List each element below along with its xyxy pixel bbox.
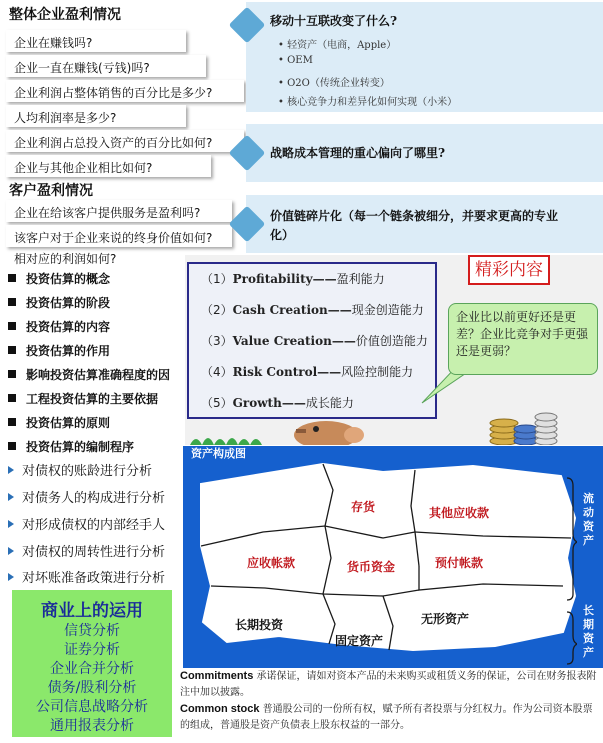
long-term-assets-label: 长期资产 xyxy=(583,604,597,660)
list-item: 投资估算的阶段 xyxy=(8,294,110,311)
list-item: 投资估算的原则 xyxy=(8,414,110,431)
application-item: 通用报表分析 xyxy=(50,718,134,734)
business-applications-title: 商业上的运用 xyxy=(41,601,143,621)
card-bullet: • OEM xyxy=(278,55,313,66)
card-title: 移动十互联改变了什么? xyxy=(270,14,398,28)
application-item: 证券分析 xyxy=(64,642,120,658)
asset-map-shapes xyxy=(183,446,603,668)
question-item: 企业利润占总投入资产的百分比如何? xyxy=(14,136,213,150)
triangle-bullet-icon xyxy=(8,547,14,555)
debt-analysis-item: 对债权的周转性进行分析 xyxy=(8,541,165,560)
region-prepayments: 预付帐款 xyxy=(435,556,484,570)
application-item: 信贷分析 xyxy=(64,623,120,639)
question-item: 该客户对于企业来说的终身价值如何? xyxy=(14,231,213,245)
application-item: 企业合并分析 xyxy=(50,661,134,677)
region-cash: 货币资金 xyxy=(347,560,396,574)
square-bullet-icon xyxy=(8,298,16,306)
triangle-bullet-icon xyxy=(8,573,14,581)
card-title: 战略成本管理的重心偏向了哪里? xyxy=(270,146,446,160)
debt-analysis-item: 对债权的账龄进行分析 xyxy=(8,460,152,479)
question-item: 企业一直在赚钱(亏钱)吗? xyxy=(14,61,150,75)
heading-customer-profit: 客户盈利情况 xyxy=(9,183,93,199)
card-bullet: • O2O（传统企业转变） xyxy=(278,78,390,89)
region-inventory: 存货 xyxy=(351,500,376,514)
list-item: 影响投资估算准确程度的因 xyxy=(8,366,170,383)
savings-clipart-icon xyxy=(186,405,603,445)
capability-item: （2）Cash Creation——现金创造能力 xyxy=(201,303,424,317)
card-mobile-internet xyxy=(246,2,603,112)
definition-common-stock: Common stock 普通股公司的一份所有权，赋予所有者投票与分红权力。作为公司资本股票的组成，普通股是资产负债表上股东权益的一部分。 xyxy=(180,703,593,731)
question-item: 企业利润占整体销售的百分比是多少? xyxy=(14,86,213,100)
application-item: 公司信息战略分析 xyxy=(36,699,148,715)
capabilities-box xyxy=(187,262,437,419)
card-value-chain xyxy=(246,195,603,253)
triangle-bullet-icon xyxy=(8,493,14,501)
capability-item: （5）Growth——成长能力 xyxy=(201,396,354,410)
square-bullet-icon xyxy=(8,370,16,378)
application-item: 债务/股利分析 xyxy=(47,680,137,696)
triangle-bullet-icon xyxy=(8,466,14,474)
asset-diagram-title: 资产构成图 xyxy=(191,447,246,460)
capability-item: （1）Profitability——盈利能力 xyxy=(201,272,385,286)
list-item: 投资估算的作用 xyxy=(8,342,110,359)
list-item: 工程投资估算的主要依据 xyxy=(8,390,158,407)
square-bullet-icon xyxy=(8,418,16,426)
definition-commitments: Commitments 承诺保证，请如对资本产品的未来购买或租赁义务的保证，公司在财务报表附注中加以披露。 xyxy=(180,670,597,698)
square-bullet-icon xyxy=(8,442,16,450)
card-title: 价值链碎片化（每一个链条被细分，并要求更高的专业 xyxy=(270,209,559,223)
bracket-icon xyxy=(565,476,577,666)
square-bullet-icon xyxy=(8,346,16,354)
capability-item: （3）Value Creation——价值创造能力 xyxy=(201,334,428,348)
highlight-label: 精彩内容 xyxy=(468,255,550,285)
question-item: 企业与其他企业相比如何? xyxy=(14,161,153,175)
business-applications-box xyxy=(12,590,172,737)
debt-analysis-item: 对坏账准备政策进行分析 xyxy=(8,567,165,586)
card-bullet: • 轻资产（电商，Apple） xyxy=(278,40,397,51)
comparison-callout: 企业比以前更好还是更差？企业比竞争对手更强还是更弱？ xyxy=(448,303,598,375)
region-fixed-assets: 固定资产 xyxy=(335,634,384,648)
square-bullet-icon xyxy=(8,394,16,402)
heading-overall-profit: 整体企业盈利情况 xyxy=(9,7,121,23)
current-assets-label: 流动资产 xyxy=(583,492,597,548)
card-title: 化） xyxy=(270,228,295,242)
square-bullet-icon xyxy=(8,274,16,282)
region-accounts-receivable: 应收帐款 xyxy=(247,556,296,570)
debt-analysis-item: 对债务人的构成进行分析 xyxy=(8,487,165,506)
question-item: 人均利润率是多少? xyxy=(14,111,117,125)
list-item: 投资估算的编制程序 xyxy=(8,438,134,455)
region-long-term-investment: 长期投资 xyxy=(235,618,284,632)
region-intangible-assets: 无形资产 xyxy=(421,612,470,626)
triangle-bullet-icon xyxy=(8,520,14,528)
definitions-text xyxy=(180,668,600,734)
list-item: 投资估算的内容 xyxy=(8,318,110,335)
asset-composition-diagram xyxy=(183,446,603,668)
question-item: 相对应的利润如何? xyxy=(14,252,117,266)
capability-item: （4）Risk Control——风险控制能力 xyxy=(201,365,414,379)
debt-analysis-item: 对形成债权的内部经手人 xyxy=(8,514,165,533)
square-bullet-icon xyxy=(8,322,16,330)
question-item: 企业在赚钱吗? xyxy=(14,36,93,50)
list-item: 投资估算的概念 xyxy=(8,270,110,287)
card-bullet: • 核心竞争力和差异化如何实现（小米） xyxy=(278,97,458,108)
question-item: 企业在给该客户提供服务是盈利吗? xyxy=(14,206,201,220)
card-strategic-cost xyxy=(246,124,603,182)
region-other-receivables: 其他应收款 xyxy=(429,506,490,520)
